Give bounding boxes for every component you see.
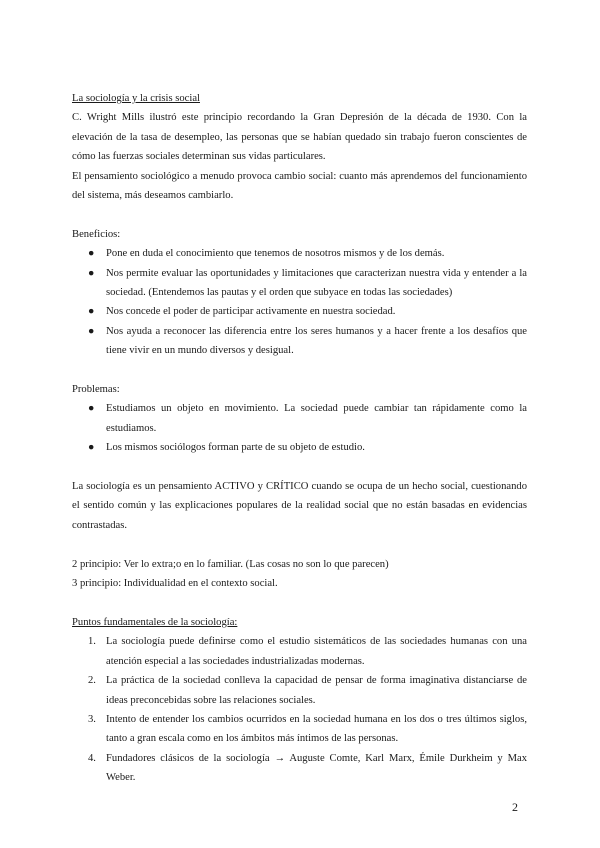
list-number: 1. bbox=[88, 636, 96, 648]
list-item bbox=[72, 264, 527, 303]
list-item-text: Nos permite evaluar las oportunidades y limitaciones que caracterizan nuestra vida y entender a la sociedad. (Entendemos las pautas y el orden que subyace en todas las sociedades) bbox=[106, 267, 527, 299]
paragraph-mills: C. Wright Mills ilustró este principio recordando la Gran Depresión de la década de 1930. Con la elevación de la tasa de desempleo, las personas que se habían quedado sin trabajo fueron conscientes de cómo las fuerzas sociales determinan sus vidas particulares. bbox=[72, 112, 527, 163]
paragraph-cambio-social: El pensamiento sociológico a menudo provoca cambio social: cuanto más aprendemos del funcionamiento del sistema, más deseamos cambiarlo. bbox=[72, 170, 527, 202]
section-title-crisis: La sociología y la crisis social bbox=[72, 93, 200, 104]
list-number: 3. bbox=[88, 713, 96, 725]
page-content bbox=[72, 89, 527, 788]
list-item bbox=[72, 302, 527, 321]
beneficios-heading: Beneficios: bbox=[72, 228, 121, 240]
problemas-list bbox=[72, 399, 527, 457]
bullet-marker: ● bbox=[88, 403, 95, 415]
list-item-text: La práctica de la sociedad conlleva la capacidad de pensar de forma imaginativa distanciarse de ideas preconcebidas sobre las relaciones sociales. bbox=[106, 675, 527, 706]
list-item-text: Fundadores clásicos de la sociología → Auguste Comte, Karl Marx, Émile Durkheim y Max Weber. bbox=[106, 752, 527, 784]
list-item-text: Nos concede el poder de participar activamente en nuestra sociedad. bbox=[106, 306, 396, 318]
spacer bbox=[72, 361, 527, 380]
list-item-text: Los mismos sociólogos forman parte de su objeto de estudio. bbox=[106, 442, 365, 454]
paragraph-activo-critico: La sociología es un pensamiento ACTIVO y CRÍTICO cuando se ocupa de un hecho social, cuestionando el sentido común y las explicaciones populares de la realidad social que no están basadas en evidencias contrastadas. bbox=[72, 481, 527, 531]
spacer bbox=[72, 205, 527, 224]
problemas-heading: Problemas: bbox=[72, 384, 120, 396]
page-number: 2 bbox=[512, 800, 518, 814]
list-item bbox=[72, 438, 527, 457]
list-number: 4. bbox=[88, 752, 96, 764]
spacer bbox=[72, 594, 527, 613]
bullet-marker: ● bbox=[88, 267, 95, 279]
section-title-puntos: Puntos fundamentales de la sociología: bbox=[72, 616, 238, 628]
puntos-list bbox=[72, 632, 527, 787]
spacer bbox=[72, 458, 527, 477]
bullet-marker: ● bbox=[88, 325, 95, 337]
spacer bbox=[72, 535, 527, 554]
list-item-text: La sociología puede definirse como el estudio sistemáticos de las sociedades humanas con una atención especial a las sociedades industrializadas modernas. bbox=[106, 636, 527, 667]
bullet-marker: ● bbox=[88, 306, 95, 318]
list-item-text: Nos ayuda a reconocer las diferencia entre los seres humanos y a hacer frente a los desafíos que tiene vivir en un mundo diversos y desigual. bbox=[106, 325, 527, 357]
list-number: 2. bbox=[88, 675, 96, 687]
principio-3: 3 principio: Individualidad en el contexto social. bbox=[72, 578, 278, 590]
list-item bbox=[72, 749, 527, 788]
list-item bbox=[72, 399, 527, 438]
list-item bbox=[72, 632, 527, 671]
bullet-marker: ● bbox=[88, 248, 95, 260]
list-item bbox=[72, 322, 527, 361]
list-item-text: Estudiamos un objeto en movimiento. La sociedad puede cambiar tan rápidamente como la estudiamos. bbox=[106, 403, 527, 434]
list-item bbox=[72, 244, 527, 263]
list-item bbox=[72, 671, 527, 710]
principio-2: 2 principio: Ver lo extra;o en lo familiar. (Las cosas no son lo que parecen) bbox=[72, 558, 389, 570]
list-item bbox=[72, 710, 527, 749]
list-item-text: Pone en duda el conocimiento que tenemos de nosotros mismos y de los demás. bbox=[106, 248, 445, 260]
beneficios-list bbox=[72, 244, 527, 360]
list-item-text: Intento de entender los cambios ocurridos en la sociedad humana en los dos o tres últimos siglos, tanto a gran escala como en los ámbitos más íntimos de las personas. bbox=[106, 713, 527, 745]
bullet-marker: ● bbox=[88, 442, 95, 454]
